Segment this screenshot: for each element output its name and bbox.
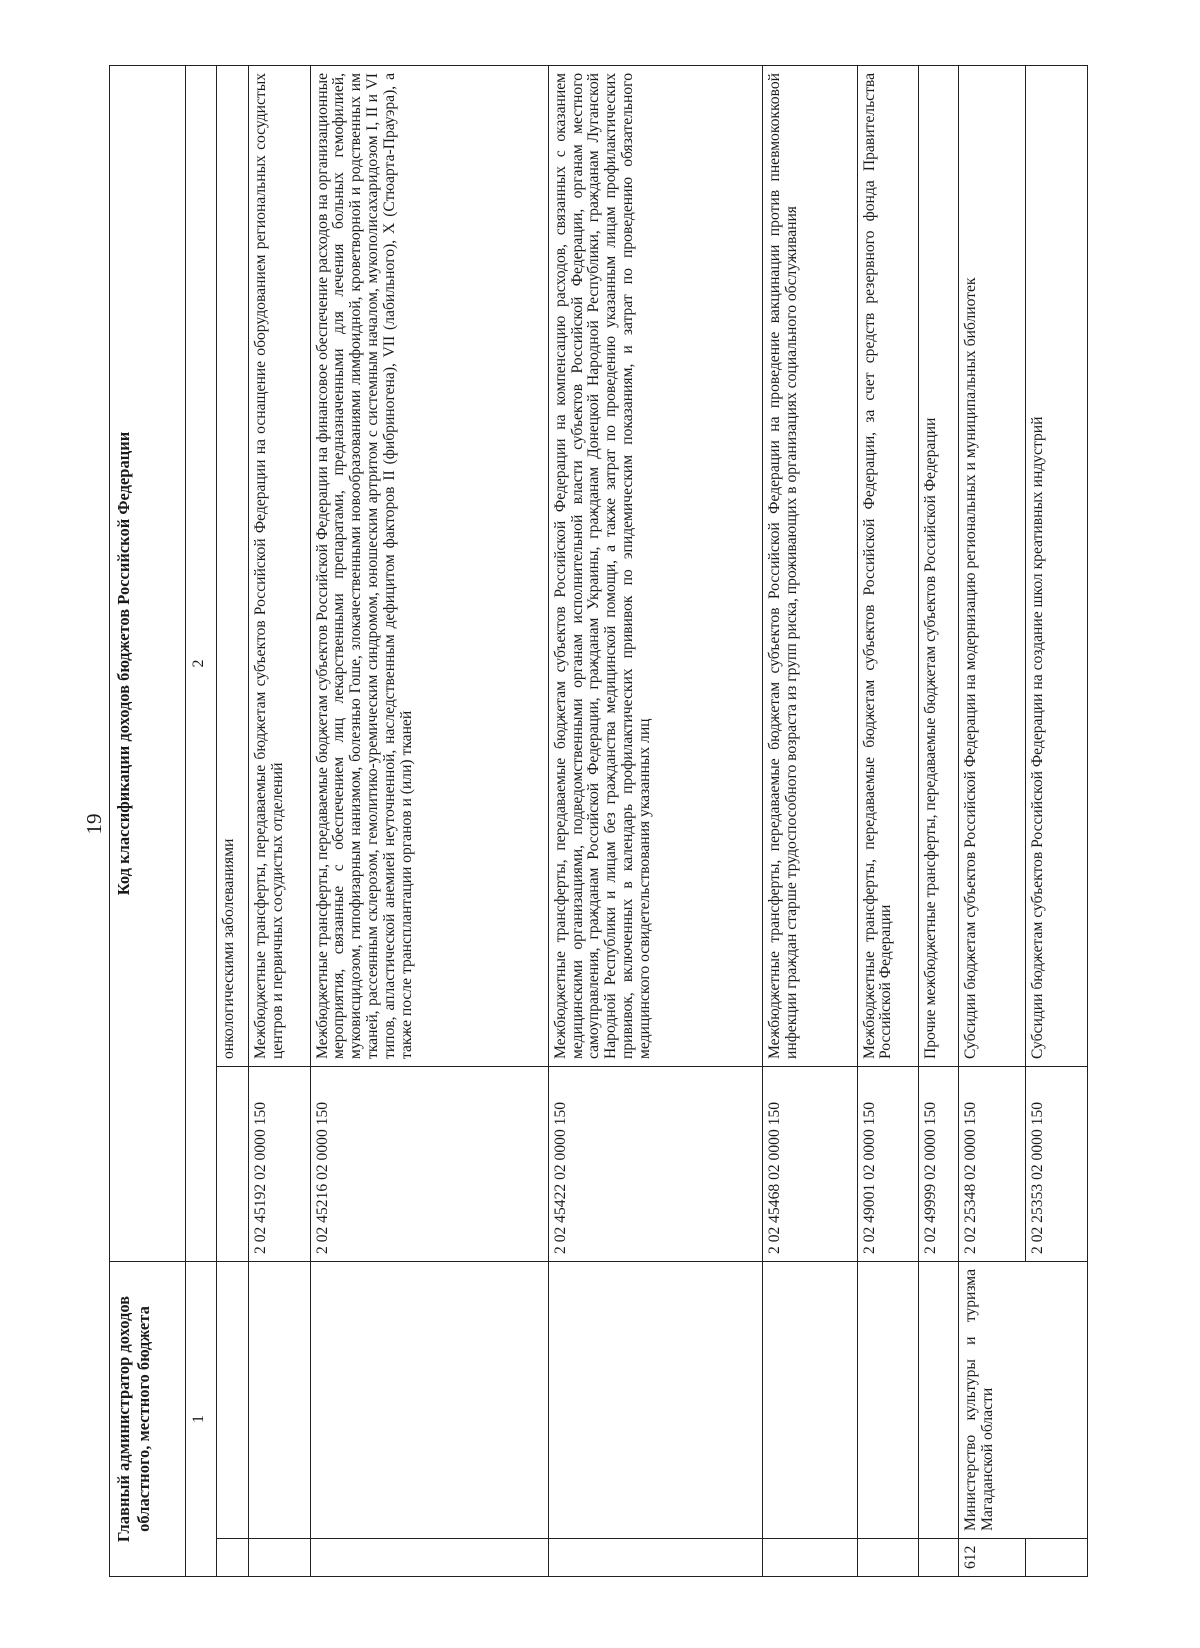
admin-name-cell — [248, 1262, 310, 1539]
table-row — [216, 66, 248, 1577]
page-number: 19 — [82, 813, 106, 835]
admin-code-cell — [857, 1539, 919, 1577]
classification-code-cell: 2 02 45468 02 0000 150 — [762, 1067, 857, 1262]
column-number-2: 2 — [186, 66, 217, 1262]
classification-code-cell: 2 02 49999 02 0000 150 — [919, 1067, 959, 1262]
classification-code-cell: 2 02 25353 02 0000 150 — [1026, 1067, 1088, 1262]
column-number-1: 1 — [186, 1262, 217, 1577]
admin-name-cell — [762, 1262, 857, 1539]
header-admin: Главный администратор доходов областного, местного бюджета — [110, 1262, 186, 1577]
admin-name-cell — [857, 1262, 919, 1539]
table-row — [248, 66, 310, 1577]
classification-code-cell — [216, 1067, 248, 1262]
classification-code-cell: 2 02 49001 02 0000 150 — [857, 1067, 919, 1262]
classification-code-cell: 2 02 45216 02 0000 150 — [310, 1067, 548, 1262]
description-cell: онкологическими заболеваниями — [216, 66, 248, 1067]
header-code: Код классификации доходов бюджетов Российской Федерации — [110, 66, 186, 1262]
admin-code-cell — [216, 1539, 248, 1577]
admin-name-cell — [216, 1262, 248, 1539]
description-cell: Межбюджетные трансферты, передаваемые бюджетам субъектов Российской Федерации, за счет средств резервного фонда Правительства Российской Федерации — [857, 66, 919, 1067]
table-row — [919, 66, 959, 1577]
table-header-row — [110, 66, 186, 1577]
revenue-classification-table — [109, 65, 1088, 1577]
admin-name-cell — [548, 1262, 762, 1539]
classification-code-cell: 2 02 45422 02 0000 150 — [548, 1067, 762, 1262]
description-cell: Субсидии бюджетам субъектов Российской Федерации на создание школ креативных индустрий — [1026, 66, 1088, 1067]
classification-code-cell: 2 02 25348 02 0000 150 — [958, 1067, 1025, 1262]
description-cell: Межбюджетные трансферты, передаваемые бюджетам субъектов Российской Федерации на оснащение оборудованием региональных сосудистых центров и первичных сосудистых отделений — [248, 66, 310, 1067]
admin-code-cell — [548, 1539, 762, 1577]
table-row — [762, 66, 857, 1577]
column-number-row — [186, 66, 217, 1577]
admin-code-cell — [310, 1539, 548, 1577]
admin-code-cell: 612 — [958, 1539, 1025, 1577]
description-cell: Субсидии бюджетам субъектов Российской Федерации на модернизацию региональных и муниципальных библиотек — [958, 66, 1025, 1067]
classification-code-cell: 2 02 45192 02 0000 150 — [248, 1067, 310, 1262]
rotated-table-container — [109, 66, 1088, 1577]
admin-code-cell — [762, 1539, 857, 1577]
admin-name-cell — [919, 1262, 959, 1539]
admin-code-cell — [248, 1539, 310, 1577]
admin-name-cell: Министерство культуры и туризма Магаданской области — [958, 1262, 1087, 1539]
description-cell: Межбюджетные трансферты, передаваемые бюджетам субъектов Российской Федерации на финансовое обеспечение расходов на организационные мероприятия, связанные с обеспечением лиц лекарственными препаратами, предназначенными для лечения больных гемофилией, муковисцидозом, гипофизарным нанизмом, болезнью Гоше, злокачественными новообразованиями лимфоидной, кроветворной и родственных им тканей, рассеянным склерозом, гемолитико-уремическим синдромом, юношеским артритом с системным началом, мукополисахаридозом I, II и VI типов, апластической анемией неуточненной, наследственным дефицитом факторов II (фибриногена), VII (лабильного), X (Стюарта-Прауэра), а также после трансплантации органов и (или) тканей — [310, 66, 548, 1067]
admin-code-cell — [919, 1539, 959, 1577]
table-row — [548, 66, 762, 1577]
description-cell: Межбюджетные трансферты, передаваемые бюджетам субъектов Российской Федерации на проведение вакцинации против пневмококковой инфекции граждан старше трудоспособного возраста из групп риска, проживающих в организациях социального обслуживания — [762, 66, 857, 1067]
description-cell: Межбюджетные трансферты, передаваемые бюджетам субъектов Российской Федерации на компенсацию расходов, связанных с оказанием медицинскими организациями, подведомственными органам исполнительной власти субъектов Российской Федерации, органам местного самоуправления, гражданам Российской Федерации, гражданам Украины, гражданам Донецкой Народной Республики, гражданам Луганской Народной Республики и лицам без гражданства медицинской помощи, а также затрат по проведению указанным лицам профилактических прививок, включенных в календарь профилактических прививок по эпидемическим показаниям, и затрат по проведению обязательного медицинского освидетельствования указанных лиц — [548, 66, 762, 1067]
table-row — [958, 66, 1025, 1577]
admin-code-cell — [1026, 1539, 1088, 1577]
table-row — [310, 66, 548, 1577]
admin-name-cell — [310, 1262, 548, 1539]
table-row — [857, 66, 919, 1577]
description-cell: Прочие межбюджетные трансферты, передаваемые бюджетам субъектов Российской Федерации — [919, 66, 959, 1067]
